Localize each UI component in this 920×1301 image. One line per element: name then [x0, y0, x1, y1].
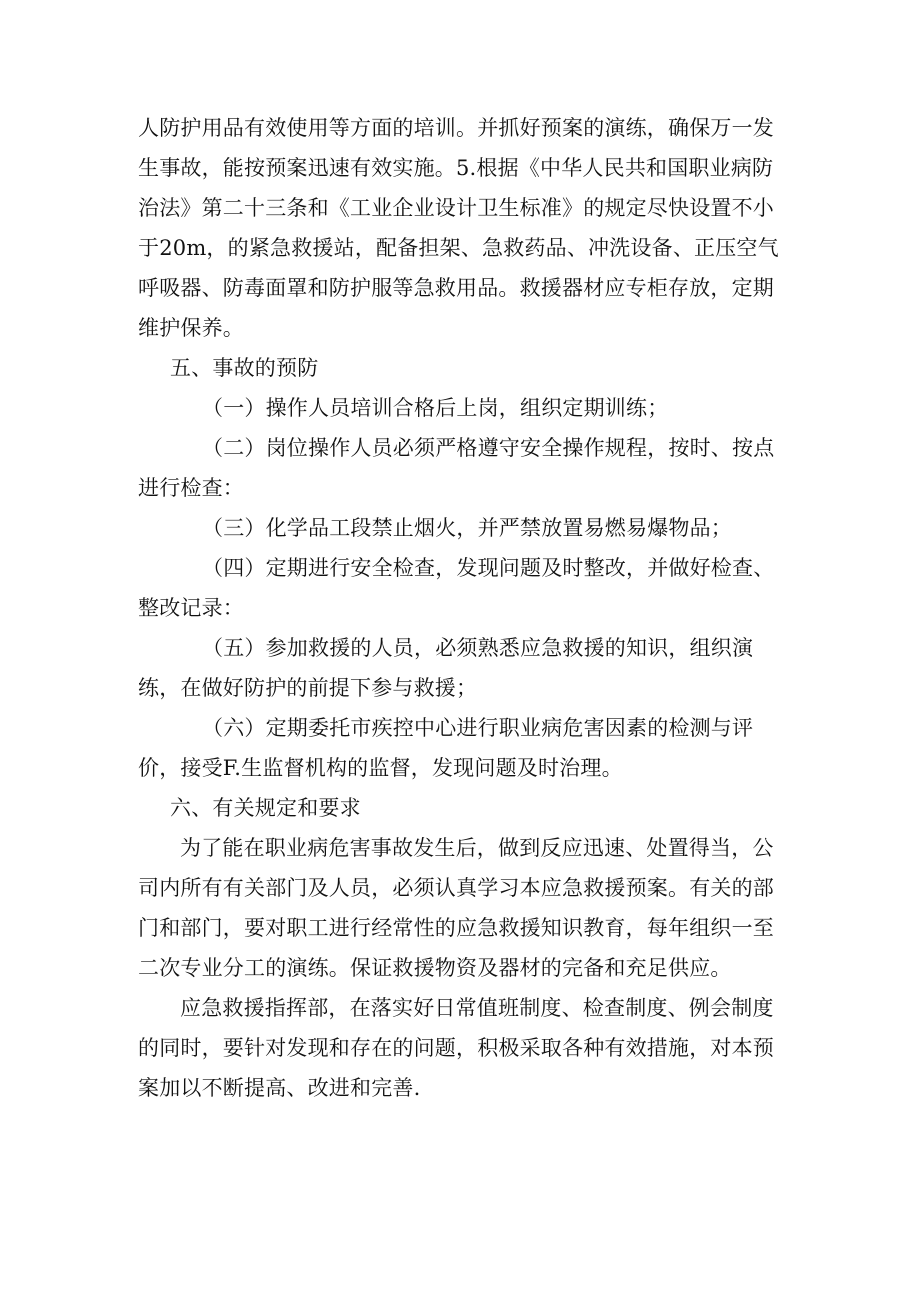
regulation-paragraph-2: 应急救援指挥部，在落实好日常值班制度、检查制度、例会制度的同时，要针对发现和存在的问题，积极采取各种有效措施，对本预案加以不断提高、改进和完善.: [138, 996, 774, 1100]
section-heading-regulations: 六、有关规定和要求: [170, 796, 361, 820]
prevention-item-2: （二）岗位操作人员必须严格遵守安全操作规程，按时、按点进行检查：: [138, 436, 775, 500]
prevention-item-4: （四）定期进行安全检查，发现问题及时整改，并做好检查、整改记录：: [138, 556, 775, 620]
paragraph-training-and-rescue-station: 人防护用品有效使用等方面的培训。并抓好预案的演练，确保万一发生事故，能按预案迅速有效实施。5.根据《中华人民共和国职业病防治法》第二十三条和《工业企业设计卫生标准》的规定尽快设置不小于20m，的紧急救援站，配备担架、急救药品、冲洗设备、正压空气呼吸器、防毒面罩和防护服等急救用品。救援器材应专柜存放，定期维护保养。: [138, 116, 779, 340]
prevention-item-3: （三）化学品工段禁止烟火，并严禁放置易燃易爆物品；: [202, 516, 732, 540]
prevention-item-1: （一）操作人员培训合格后上岗，组织定期训练；: [202, 396, 669, 420]
prevention-item-5: （五）参加救援的人员，必须熟悉应急救援的知识，组织演练，在做好防护的前提下参与救援；: [138, 636, 754, 700]
document-body: [138, 108, 788, 1108]
prevention-item-6: （六）定期委托市疾控中心进行职业病危害因素的检测与评价，接受F.生监督机构的监督，发现问题及时治理。: [138, 716, 754, 780]
section-heading-accident-prevention: 五、事故的预防: [170, 356, 319, 380]
regulation-paragraph-1: 为了能在职业病危害事故发生后，做到反应迅速、处置得当，公司内所有有关部门及人员，必须认真学习本应急救援预案。有关的部门和部门，要对职工进行经常性的应急救援知识教育，每年组织一至二次专业分工的演练。保证救援物资及器材的完备和充足供应。: [138, 836, 774, 980]
